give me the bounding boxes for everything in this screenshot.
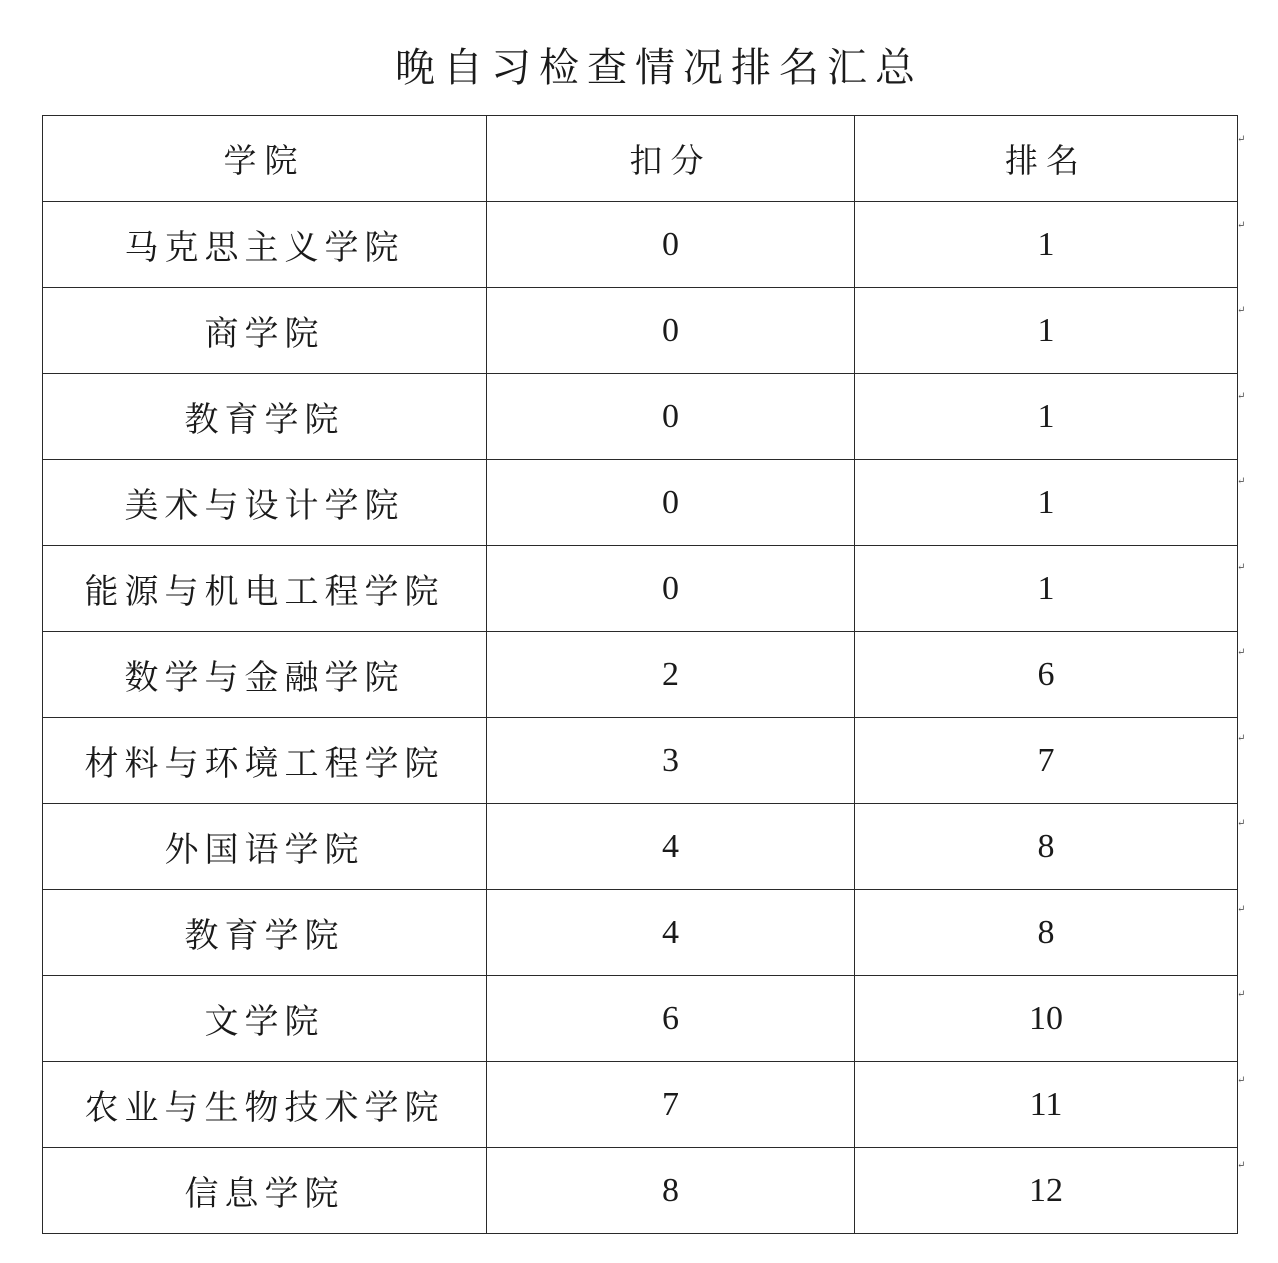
table-row <box>43 460 1238 546</box>
rank-cell: 7 <box>855 718 1238 804</box>
row-end-mark: ↵ <box>1237 134 1246 145</box>
rank-cell: 12 <box>855 1148 1238 1234</box>
deduction-cell: 6 <box>487 976 855 1062</box>
rank-cell: 10 <box>855 976 1238 1062</box>
college-name-cell: 数学与金融学院 <box>43 632 487 718</box>
college-name-cell: 马克思主义学院 <box>43 202 487 288</box>
rank-cell: 1 <box>855 202 1238 288</box>
row-end-mark: ↵ <box>1237 989 1246 1000</box>
rank-cell: 1 <box>855 288 1238 374</box>
rank-cell: 8 <box>855 890 1238 976</box>
row-end-mark: ↵ <box>1237 219 1246 231</box>
table-row <box>43 374 1238 460</box>
table-row <box>43 202 1238 288</box>
table-row <box>43 804 1238 890</box>
row-end-mark: ↵ <box>1237 305 1246 316</box>
college-name-cell: 农业与生物技术学院 <box>43 1062 487 1148</box>
deduction-cell: 2 <box>487 632 855 718</box>
table-row <box>43 1062 1238 1148</box>
rank-cell: 1 <box>855 374 1238 460</box>
ranking-table <box>42 115 1238 1234</box>
rank-cell: 8 <box>855 804 1238 890</box>
deduction-cell: 0 <box>487 374 855 460</box>
row-end-mark: ↵ <box>1237 1160 1246 1171</box>
table-row <box>43 546 1238 632</box>
row-end-mark: ↵ <box>1237 1074 1246 1086</box>
table-row <box>43 718 1238 804</box>
deduction-cell: 0 <box>487 288 855 374</box>
deduction-cell: 3 <box>487 718 855 804</box>
college-name-cell: 教育学院 <box>43 374 487 460</box>
college-name-cell: 美术与设计学院 <box>43 460 487 546</box>
rank-cell: 1 <box>855 460 1238 546</box>
table-row <box>43 1148 1238 1234</box>
deduction-cell: 0 <box>487 460 855 546</box>
table-row <box>43 288 1238 374</box>
table-row <box>43 976 1238 1062</box>
header-deduction: 扣分 <box>487 116 855 202</box>
rank-cell: 6 <box>855 632 1238 718</box>
college-name-cell: 教育学院 <box>43 890 487 976</box>
deduction-cell: 0 <box>487 202 855 288</box>
deduction-cell: 8 <box>487 1148 855 1234</box>
header-college: 学院 <box>43 116 487 202</box>
header-rank: 排名 <box>855 116 1238 202</box>
deduction-cell: 7 <box>487 1062 855 1148</box>
row-end-mark: ↵ <box>1237 818 1246 829</box>
college-name-cell: 材料与环境工程学院 <box>43 718 487 804</box>
document-title: 晚自习检查情况排名汇总 <box>395 45 923 91</box>
row-end-mark: ↵ <box>1237 647 1246 658</box>
table-row <box>43 632 1238 718</box>
college-name-cell: 商学院 <box>43 288 487 374</box>
row-end-mark: ↵ <box>1237 561 1246 573</box>
deduction-cell: 4 <box>487 890 855 976</box>
deduction-cell: 0 <box>487 546 855 632</box>
row-end-mark: ↵ <box>1237 390 1246 402</box>
table-header-row <box>43 116 1238 202</box>
row-end-mark: ↵ <box>1237 903 1246 915</box>
rank-cell: 1 <box>855 546 1238 632</box>
row-end-mark: ↵ <box>1237 476 1246 487</box>
college-name-cell: 能源与机电工程学院 <box>43 546 487 632</box>
college-name-cell: 文学院 <box>43 976 487 1062</box>
table-row <box>43 890 1238 976</box>
college-name-cell: 外国语学院 <box>43 804 487 890</box>
table-body <box>43 202 1238 1234</box>
deduction-cell: 4 <box>487 804 855 890</box>
rank-cell: 11 <box>855 1062 1238 1148</box>
row-end-mark: ↵ <box>1237 732 1246 744</box>
college-name-cell: 信息学院 <box>43 1148 487 1234</box>
